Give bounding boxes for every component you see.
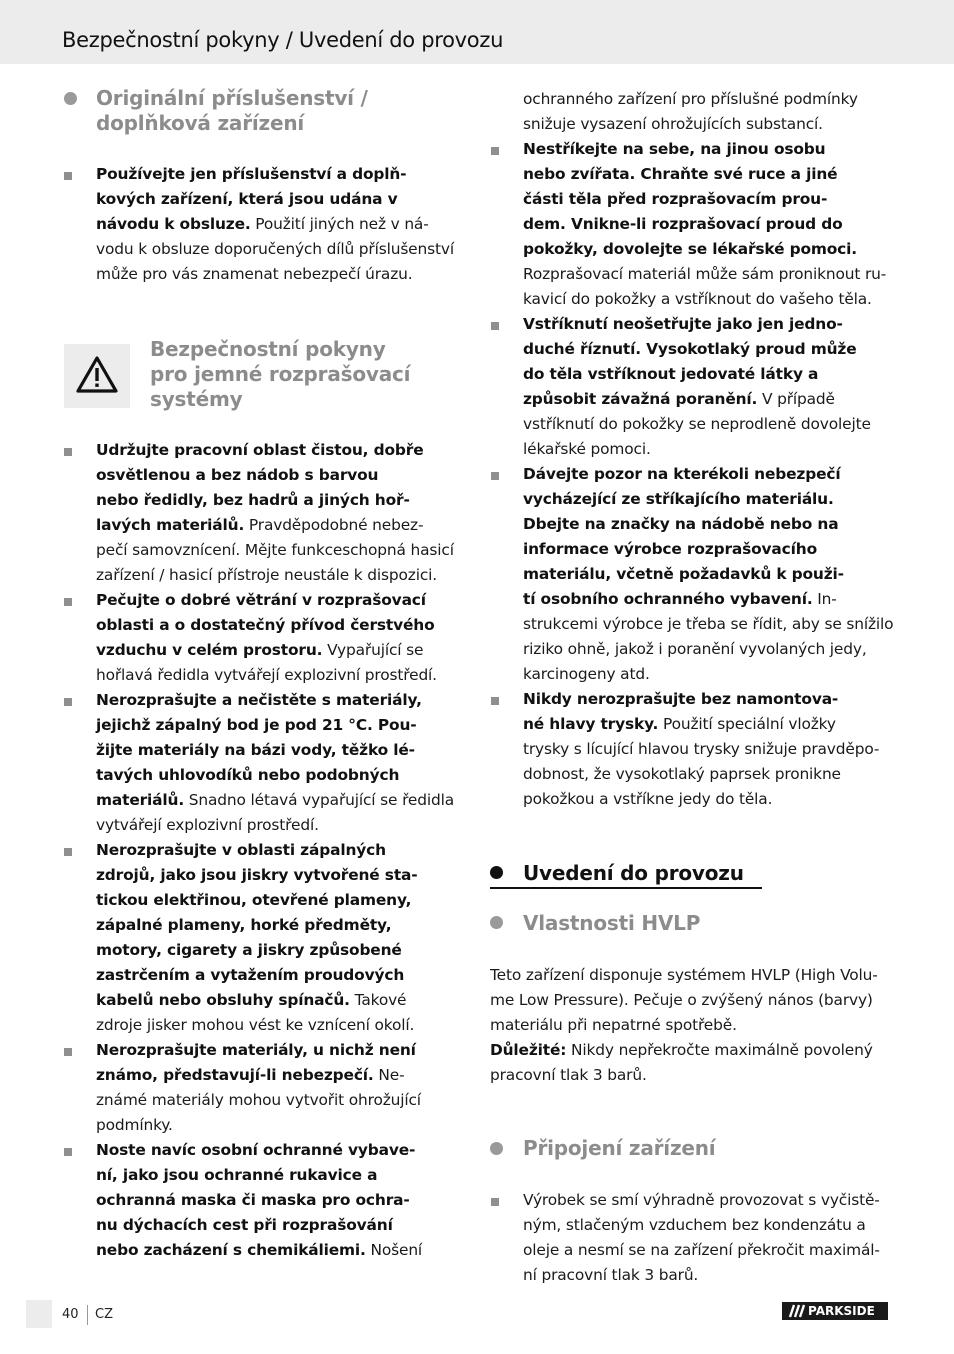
text-line <box>523 162 837 187</box>
text-line <box>96 1163 377 1188</box>
body-text: Nikdy nepřekročte maximálně povolený <box>566 1041 873 1059</box>
bold-text: tavých uhlovodíků nebo podobných <box>96 766 400 784</box>
text-line <box>523 512 838 537</box>
bold-text: zastrčením a vytažením proudových <box>96 966 405 984</box>
text-line <box>96 813 319 838</box>
body-text: ní pracovní tlak 3 barů. <box>523 1266 699 1284</box>
text-line <box>523 137 825 162</box>
text-line <box>523 437 651 462</box>
text-line <box>523 1213 866 1238</box>
text-line <box>96 463 378 488</box>
heading-line: systémy <box>150 387 243 411</box>
bold-text: vycházející ze stříkajícího materiálu. <box>523 490 834 508</box>
text-line <box>523 712 836 737</box>
bold-text: vzduchu v celém prostoru. <box>96 641 323 659</box>
bold-text: nebo ředidly, bez hadrů a jiných hoř- <box>96 491 410 509</box>
heading-line: doplňková zařízení <box>96 111 305 135</box>
list-bullet-icon <box>64 1148 72 1156</box>
page-title: Bezpečnostní pokyny / Uvedení do provozu <box>62 28 504 52</box>
text-line <box>96 1238 422 1263</box>
body-text: pečí samovznícení. Mějte funkceschopná hasicí <box>96 541 454 559</box>
bold-text: Nikdy nerozprašujte bez namontova- <box>523 690 839 708</box>
bold-text: zdrojů, jako jsou jiskry vytvořené sta- <box>96 866 418 884</box>
text-line <box>490 1063 647 1088</box>
text-line <box>523 412 871 437</box>
bold-text: materiálů. <box>96 791 185 809</box>
text-line <box>523 312 843 337</box>
bold-text: tickou elektřinou, otevřené plameny, <box>96 891 412 909</box>
text-line <box>523 662 650 687</box>
list-bullet-icon <box>64 1048 72 1056</box>
body-text: vstříknutí do pokožky se neprodleně dovolejte <box>523 415 871 433</box>
text-line <box>96 963 404 988</box>
bold-text: kových zařízení, která jsou udána v <box>96 190 398 208</box>
section-bullet-icon <box>490 1142 503 1155</box>
body-text: Teto zařízení disponuje systémem HVLP (High Volu- <box>490 966 878 984</box>
bold-text: Nestříkejte na sebe, na jinou osobu <box>523 140 826 158</box>
text-line <box>96 738 415 763</box>
list-bullet-icon <box>491 472 499 480</box>
section-heading-hvlp: Vlastnosti HVLP <box>523 911 701 935</box>
text-line <box>96 488 410 513</box>
bold-text: Pečujte o dobré větrání v rozprašovací <box>96 591 426 609</box>
bold-text: kabelů nebo obsluhy spínačů. <box>96 991 350 1009</box>
list-bullet-icon <box>64 698 72 706</box>
text-line <box>96 162 406 187</box>
body-text: kavicí do pokožky a vstříknout do vašeho těla. <box>523 290 872 308</box>
text-line <box>523 87 858 112</box>
bold-text: zápalné plameny, horké předměty, <box>96 916 392 934</box>
list-bullet-icon <box>64 848 72 856</box>
bold-text: motory, cigarety a jiskry způsobené <box>96 941 402 959</box>
text-line <box>96 863 418 888</box>
brand-logo <box>782 1302 888 1320</box>
body-text: trysky s lícující hlavou trysky snižuje pravděpo- <box>523 740 880 758</box>
bold-text: žijte materiály na bázi vody, těžko lé- <box>96 741 415 759</box>
text-line <box>96 663 437 688</box>
text-line <box>523 487 834 512</box>
body-text: oleje a nesmí se na zařízení překročit maximál- <box>523 1241 880 1259</box>
text-line <box>523 387 835 412</box>
bold-text: informace výrobce rozprašovacího <box>523 540 817 558</box>
text-line <box>96 187 397 212</box>
body-text: vytvářejí explozivní prostředí. <box>96 816 319 834</box>
list-bullet-icon <box>491 147 499 155</box>
bold-text: Nerozprašujte v oblasti zápalných <box>96 841 386 859</box>
text-line <box>96 613 435 638</box>
bold-text: jejichž zápalný bod je pod 21 °C. Pou- <box>96 716 417 734</box>
body-text: pracovní tlak 3 barů. <box>490 1066 647 1084</box>
body-text: hořlavá ředidla vytvářejí explozivní prostředí. <box>96 666 437 684</box>
body-text: dobnost, že vysokotlaký paprsek pronikne <box>523 765 841 783</box>
body-text: Vypařující se <box>322 641 424 659</box>
body-text: Takové <box>349 991 407 1009</box>
text-line <box>523 112 823 137</box>
heading-line: Originální příslušenství / <box>96 86 368 110</box>
text-line <box>96 588 426 613</box>
bold-text: Noste navíc osobní ochranné vybave- <box>96 1141 416 1159</box>
text-line <box>96 1188 410 1213</box>
heading-line: Bezpečnostní pokyny <box>150 337 386 361</box>
text-line <box>523 262 886 287</box>
bold-text: duché říznutí. Vysokotlaký proud může <box>523 340 857 358</box>
text-line <box>490 1013 737 1038</box>
body-text: riziko ohně, jakož i poranění vyvolaných jedy, <box>523 640 867 658</box>
body-text: Rozprašovací materiál může sám proniknout ru- <box>523 265 887 283</box>
logo-stripes-icon <box>786 1302 808 1320</box>
section-heading-connection: Připojení zařízení <box>523 1136 716 1160</box>
bold-text: nu dýchacích cest při rozprašování <box>96 1216 393 1234</box>
text-line <box>523 287 872 312</box>
text-line <box>96 1088 421 1113</box>
bold-text: Nerozprašujte materiály, u nichž není <box>96 1041 416 1059</box>
text-line <box>523 212 843 237</box>
bold-text: Dbejte na značky na nádobě nebo na <box>523 515 839 533</box>
footer-marker <box>26 1300 52 1328</box>
text-line <box>523 787 772 812</box>
body-text: vodu k obsluze doporučených dílů příslušenství <box>96 240 454 258</box>
body-text: lékařské pomoci. <box>523 440 651 458</box>
text-line <box>523 462 840 487</box>
warning-box <box>64 344 130 408</box>
bold-text: dem. Vnikne-li rozprašovací proud do <box>523 215 843 233</box>
text-line <box>490 1038 873 1063</box>
text-line <box>523 587 837 612</box>
text-line <box>96 788 454 813</box>
body-text: může pro vás znamenat nebezpečí úrazu. <box>96 265 413 283</box>
body-text: Ne- <box>373 1066 405 1084</box>
bold-text: Důležité: <box>490 1041 567 1059</box>
text-line <box>523 362 818 387</box>
section-heading-accessories <box>96 86 368 136</box>
text-line <box>96 763 399 788</box>
section-heading-safety <box>150 337 410 412</box>
text-line <box>490 988 873 1013</box>
text-line <box>96 237 454 262</box>
bold-text: nebo zacházení s chemikáliemi. <box>96 1241 366 1259</box>
language-code: CZ <box>95 1307 113 1322</box>
list-bullet-icon <box>491 1198 499 1206</box>
list-bullet-icon <box>491 322 499 330</box>
body-text: zdroje jisker mohou vést ke vznícení okolí. <box>96 1016 415 1034</box>
body-text: zařízení / hasicí přístroje neustále k dispozici. <box>96 566 438 584</box>
page-header <box>0 0 954 64</box>
text-line <box>96 1038 416 1063</box>
list-bullet-icon <box>64 172 72 180</box>
text-line <box>523 237 857 262</box>
bold-text: známo, představují-li nebezpečí. <box>96 1066 374 1084</box>
bold-text: tí osobního ochranného vybavení. <box>523 590 813 608</box>
body-text: Použití speciální vložky <box>658 715 836 733</box>
bold-text: pokožky, dovolejte se lékařské pomoci. <box>523 240 857 258</box>
text-line <box>96 563 437 588</box>
section-bullet-icon <box>490 866 503 879</box>
body-text: Nošení <box>365 1241 423 1259</box>
text-line <box>96 688 422 713</box>
bold-text: nebo zvířata. Chraňte své ruce a jiné <box>523 165 838 183</box>
text-line <box>96 1013 414 1038</box>
body-text: pokožkou a vstříkne jedy do těla. <box>523 790 773 808</box>
text-line <box>96 1213 393 1238</box>
bold-text: Udržujte pracovní oblast čistou, dobře <box>96 441 424 459</box>
text-line <box>96 1113 173 1138</box>
body-text: me Low Pressure). Pečuje o zvýšený nános (barvy) <box>490 991 873 1009</box>
body-text: snižuje vysazení ohrožujících substancí. <box>523 115 823 133</box>
text-line <box>96 938 402 963</box>
text-line <box>96 1063 404 1088</box>
page-number: 40 <box>62 1307 79 1322</box>
bold-text: části těla před rozprašovacím prou- <box>523 190 828 208</box>
body-text: V případě <box>757 390 835 408</box>
bold-text: osvětlenou a bez nádob s barvou <box>96 466 379 484</box>
list-bullet-icon <box>491 697 499 705</box>
text-line <box>523 537 817 562</box>
text-line <box>523 1238 880 1263</box>
section-heading-commissioning: Uvedení do provozu <box>523 861 744 885</box>
body-text: strukcemi výrobce je třeba se řídit, aby se snížilo <box>523 615 894 633</box>
body-text: ochranného zařízení pro příslušné podmínky <box>523 90 858 108</box>
bold-text: do těla vstříknout jedovaté látky a <box>523 365 819 383</box>
text-line <box>96 538 454 563</box>
body-text: materiálu při nepatrné spotřebě. <box>490 1016 737 1034</box>
body-text: Použití jiných než v ná- <box>250 215 429 233</box>
body-text: ným, stlačeným vzduchem bez kondenzátu a <box>523 1216 866 1234</box>
text-line <box>523 1188 880 1213</box>
warning-triangle-icon <box>64 344 130 408</box>
text-line <box>96 988 406 1013</box>
heading-line: pro jemné rozprašovací <box>150 362 411 386</box>
bold-text: Vstříknutí neošetřujte jako jen jedno- <box>523 315 843 333</box>
text-line <box>523 687 838 712</box>
section-bullet-icon <box>64 92 77 105</box>
bold-text: né hlavy trysky. <box>523 715 659 733</box>
text-line <box>96 838 386 863</box>
body-text: známé materiály mohou vytvořit ohrožující <box>96 1091 421 1109</box>
text-line <box>96 262 413 287</box>
section-bullet-icon <box>490 916 503 929</box>
text-line <box>96 212 429 237</box>
bold-text: oblasti a o dostatečný přívod čerstvého <box>96 616 435 634</box>
text-line <box>523 1263 698 1288</box>
text-line <box>96 513 423 538</box>
body-text: In- <box>812 590 837 608</box>
body-text: podmínky. <box>96 1116 173 1134</box>
text-line <box>96 1138 415 1163</box>
list-bullet-icon <box>64 448 72 456</box>
text-line <box>96 638 423 663</box>
bold-text: ochranná maska či maska pro ochra- <box>96 1191 410 1209</box>
list-bullet-icon <box>64 598 72 606</box>
bold-text: způsobit závažná poranění. <box>523 390 758 408</box>
body-text: Snadno létavá vypařující se ředidla <box>184 791 455 809</box>
bold-text: ní, jako jsou ochranné rukavice a <box>96 1166 378 1184</box>
body-text: Výrobek se smí výhradně provozovat s vyčistě- <box>523 1191 880 1209</box>
text-line <box>523 737 879 762</box>
bold-text: Nerozprašujte a nečistěte s materiály, <box>96 691 422 709</box>
bold-text: Používejte jen příslušenství a doplň- <box>96 165 407 183</box>
text-line <box>96 438 423 463</box>
text-line <box>96 888 411 913</box>
body-text: karcinogeny atd. <box>523 665 650 683</box>
text-line <box>523 762 841 787</box>
bold-text: materiálu, včetně požadavků k použi- <box>523 565 844 583</box>
bold-text: Dávejte pozor na kterékoli nebezpečí <box>523 465 841 483</box>
brand-logo-text: PARKSIDE <box>808 1304 875 1318</box>
text-line <box>96 913 391 938</box>
bold-text: lavých materiálů. <box>96 516 245 534</box>
text-line <box>490 963 878 988</box>
footer-divider <box>87 1305 88 1325</box>
bold-text: návodu k obsluze. <box>96 215 251 233</box>
text-line <box>523 187 827 212</box>
text-line <box>523 562 844 587</box>
body-text: Pravděpodobné nebez- <box>244 516 424 534</box>
text-line <box>96 713 417 738</box>
text-line <box>523 337 857 362</box>
text-line <box>523 637 867 662</box>
heading-underline <box>490 887 762 889</box>
text-line <box>523 612 893 637</box>
